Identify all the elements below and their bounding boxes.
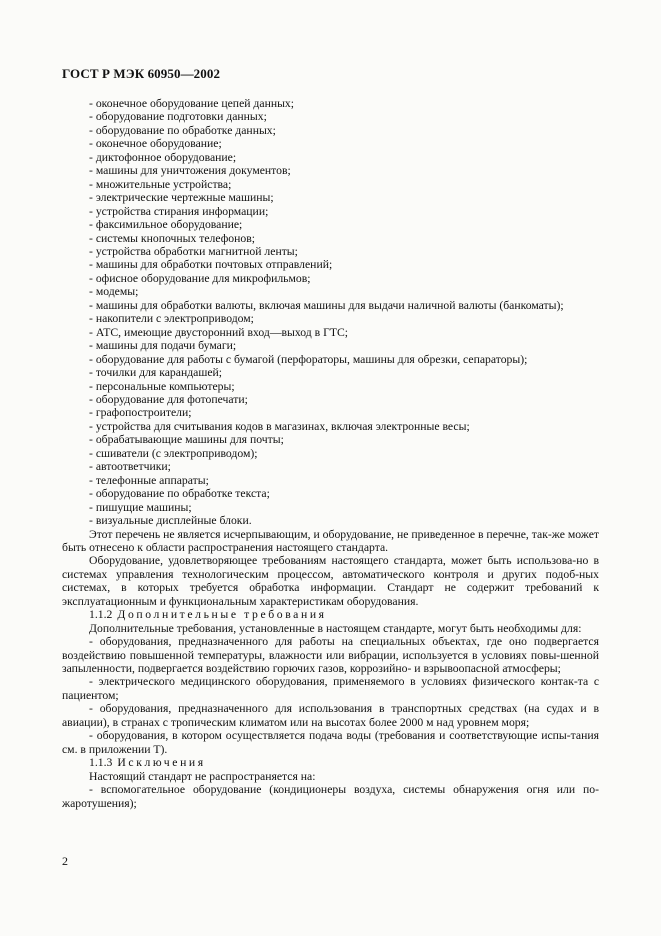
exclusion-item: - вспомогательное оборудование (кондиционеры воздуха, системы обнаружения огня или по-жаротушения); xyxy=(62,783,599,810)
section-title: Дополнительные требования xyxy=(117,608,327,622)
section-heading-1-1-2 xyxy=(62,608,599,621)
list-item: - офисное оборудование для микрофильмов; xyxy=(62,272,599,285)
list-item: - оборудование для работы с бумагой (перфораторы, машины для обрезки, сепараторы); xyxy=(62,353,599,366)
list-item: - факсимильное оборудование; xyxy=(62,218,599,231)
exclusions-list xyxy=(62,783,599,810)
list-item: - машины для обработки валюты, включая машины для выдачи наличной валюты (банкоматы); xyxy=(62,299,599,312)
list-item: - множительные устройства; xyxy=(62,178,599,191)
list-item: - оборудование подготовки данных; xyxy=(62,110,599,123)
document-header: ГОСТ Р МЭК 60950—2002 xyxy=(62,66,221,81)
list-item: - точилки для карандашей; xyxy=(62,366,599,379)
list-item: - устройства стирания информации; xyxy=(62,205,599,218)
section-heading-1-1-3 xyxy=(62,756,599,769)
list-item: - электрические чертежные машины; xyxy=(62,191,599,204)
list-item: - устройства обработки магнитной ленты; xyxy=(62,245,599,258)
paragraph-exclusions: Настоящий стандарт не распространяется на: xyxy=(89,769,316,783)
list-item: - оконечное оборудование цепей данных; xyxy=(62,97,599,110)
list-item: - машины для обработки почтовых отправлений; xyxy=(62,258,599,271)
additional-requirement-item: - оборудования, предназначенного для использования в транспортных средствах (на судах и в авиации), в странах с тропическим климатом или на высотах более 2000 м над уровнем моря; xyxy=(62,702,599,729)
additional-requirement-item: - оборудования, в котором осуществляется подача воды (требования и соответствующие испы-тания см. в приложении Т). xyxy=(62,729,599,756)
list-item: - персональные компьютеры; xyxy=(62,380,599,393)
additional-requirement-item: - оборудования, предназначенного для работы на специальных объектах, где оно подвергается воздействию повышенной температуры, влажности или вибрации, используется в условиях повы-шенной запыленности, подвергается воздействию горючих газов, коррозийно- и взрывоопасной атмосферы; xyxy=(62,635,599,676)
list-item: - оборудование по обработке текста; xyxy=(62,487,599,500)
document-body xyxy=(62,97,599,810)
list-item: - машины для подачи бумаги; xyxy=(62,339,599,352)
paragraph-not-exhaustive: Этот перечень не является исчерпывающим, и оборудование, не приведенное в перечне, так-же может быть отнесено к области распространения настоящего стандарта. xyxy=(62,527,599,554)
list-item: - АТС, имеющие двусторонний вход—выход в ГТС; xyxy=(62,326,599,339)
list-item: - диктофонное оборудование; xyxy=(62,151,599,164)
section-number: 1.1.2 xyxy=(89,608,113,622)
paragraph-additional-requirements: Дополнительные требования, установленные в настоящем стандарте, могут быть необходимы для: xyxy=(89,621,582,635)
additional-requirements-list xyxy=(62,635,599,756)
equipment-list xyxy=(62,97,599,528)
list-item: - накопители с электроприводом; xyxy=(62,312,599,325)
list-item: - оборудование для фотопечати; xyxy=(62,393,599,406)
list-item: - системы кнопочных телефонов; xyxy=(62,232,599,245)
additional-requirement-item: - электрического медицинского оборудования, применяемого в условиях физического контак-та с пациентом; xyxy=(62,675,599,702)
list-item: - модемы; xyxy=(62,285,599,298)
list-item: - машины для уничтожения документов; xyxy=(62,164,599,177)
section-number: 1.1.3 xyxy=(89,756,113,770)
list-item: - обрабатывающие машины для почты; xyxy=(62,433,599,446)
page-number: 2 xyxy=(62,854,68,868)
list-item: - сшиватели (с электроприводом); xyxy=(62,447,599,460)
list-item: - устройства для считывания кодов в магазинах, включая электронные весы; xyxy=(62,420,599,433)
list-item: - оборудование по обработке данных; xyxy=(62,124,599,137)
list-item: - автоответчики; xyxy=(62,460,599,473)
list-item: - оконечное оборудование; xyxy=(62,137,599,150)
list-item: - пишущие машины; xyxy=(62,501,599,514)
list-item: - визуальные дисплейные блоки. xyxy=(62,514,599,527)
list-item: - телефонные аппараты; xyxy=(62,474,599,487)
list-item: - графопостроители; xyxy=(62,406,599,419)
paragraph-equipment-use: Оборудование, удовлетворяющее требованиям настоящего стандарта, может быть использова-но в системах управления технологическим процессом, автоматического контроля и других подоб-ных системах, в которых требуется обработка информации. Стандарт не содержит требований к эксплуатационным и функциональным характеристикам оборудования. xyxy=(62,554,599,608)
section-title: Исключения xyxy=(117,756,206,770)
